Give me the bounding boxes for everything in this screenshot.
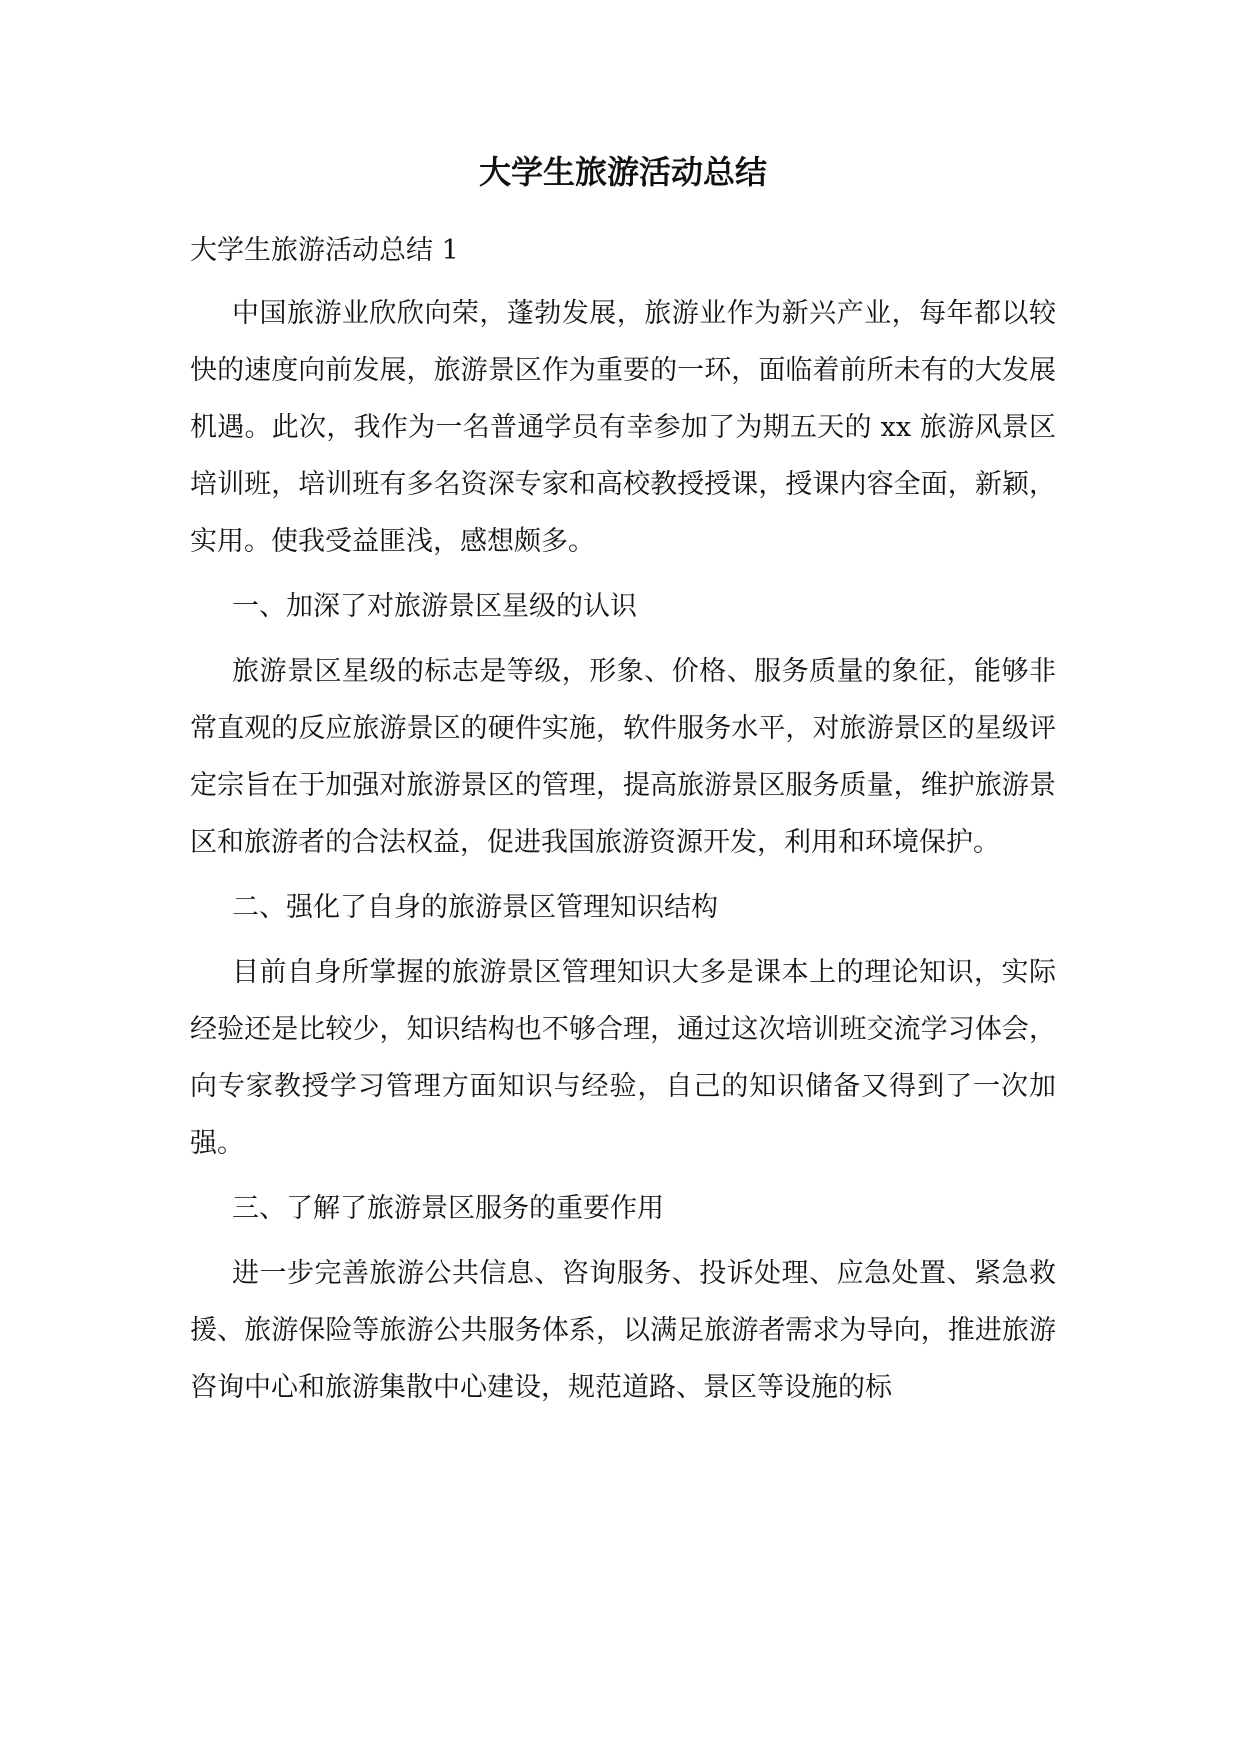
document-title: 大学生旅游活动总结 bbox=[478, 153, 767, 191]
document-subtitle: 大学生旅游活动总结 1 bbox=[190, 235, 459, 266]
section-heading-3: 三、了解了旅游景区服务的重要作用 bbox=[232, 1193, 664, 1224]
paragraph-intro: 中国旅游业欣欣向荣，蓬勃发展，旅游业作为新兴产业，每年都以较快的速度向前发展，旅游景区作为重要的一环，面临着前所未有的大发展机遇。此次，我作为一名普通学员有幸参加了为期五天的 xx 旅游风景区培训班，培训班有多名资深专家和高校教授授课，授课内容全面，新颖，实用。使我受益匪浅，感想颇多。 bbox=[190, 298, 1056, 557]
section-heading-1: 一、加深了对旅游景区星级的认识 bbox=[232, 591, 637, 622]
section-heading-2: 二、强化了自身的旅游景区管理知识结构 bbox=[232, 892, 718, 923]
document-body bbox=[190, 285, 1056, 1424]
paragraph-section-2: 目前自身所掌握的旅游景区管理知识大多是课本上的理论知识，实际经验还是比较少，知识结构也不够合理，通过这次培训班交流学习体会，向专家教授学习管理方面知识与经验，自己的知识储备又得到了一次加强。 bbox=[190, 957, 1056, 1159]
paragraph-section-3: 进一步完善旅游公共信息、咨询服务、投诉处理、应急处置、紧急救援、旅游保险等旅游公共服务体系，以满足旅游者需求为导向，推进旅游咨询中心和旅游集散中心建设，规范道路、景区等设施的标 bbox=[190, 1258, 1056, 1403]
paragraph-section-1: 旅游景区星级的标志是等级，形象、价格、服务质量的象征，能够非常直观的反应旅游景区的硬件实施，软件服务水平，对旅游景区的星级评定宗旨在于加强对旅游景区的管理，提高旅游景区服务质量，维护旅游景区和旅游者的合法权益，促进我国旅游资源开发，利用和环境保护。 bbox=[190, 656, 1056, 858]
